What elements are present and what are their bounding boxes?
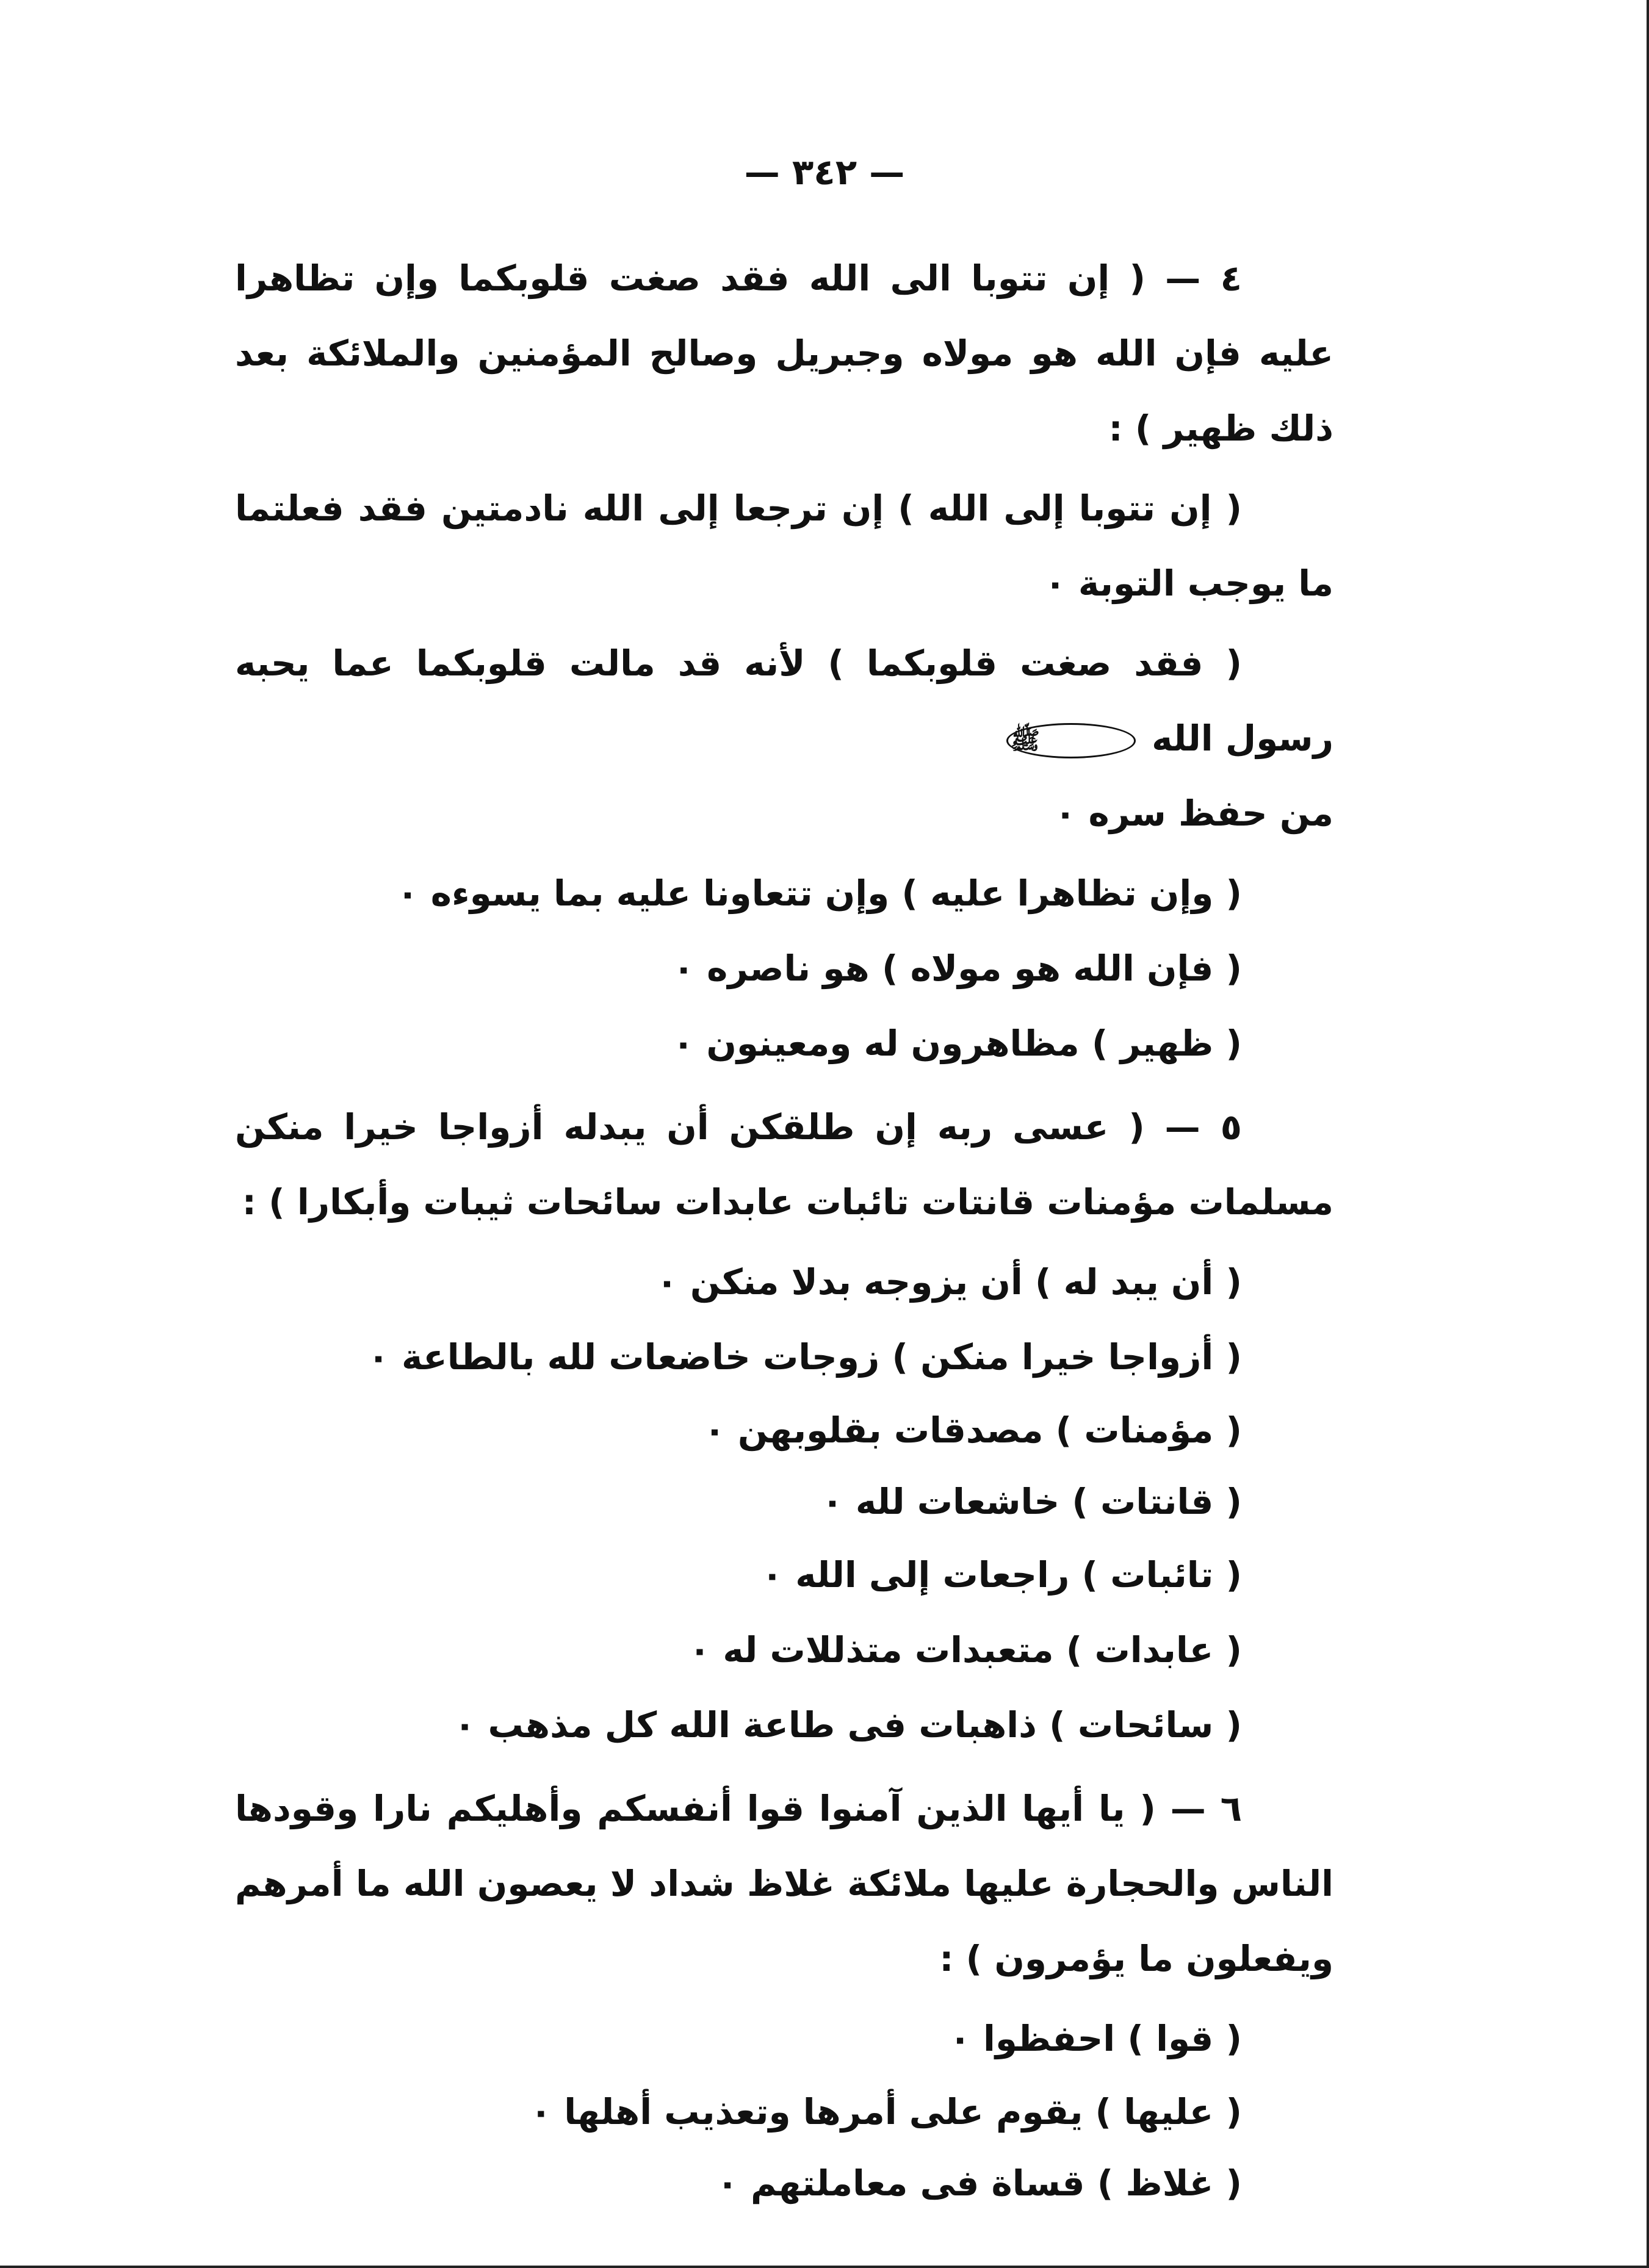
gloss-4-hearts-text: ( فقد صغت قلوبكما ) لأنه قد مالت قلوبكما عما يحبه رسول الله <box>235 643 1333 759</box>
gloss-5-devout: ( قانتات ) خاشعات لله ٠ <box>821 1481 1242 1522</box>
gloss-5-replace: ( أن يبد له ) أن يزوجه بدلا منكن ٠ <box>656 1261 1242 1303</box>
gloss-4-hearts-cont: من حفظ سره ٠ <box>1054 793 1333 834</box>
gloss-6-protect: ( قوا ) احفظوا ٠ <box>949 2018 1242 2059</box>
gloss-4-support: ( وإن تظاهرا عليه ) وإن تتعاونا عليه بما يسوءه ٠ <box>397 873 1242 914</box>
verse-4: ٤ — ( إن تتوبا الى الله فقد صغت قلوبكما وإن تظاهرا عليه فإن الله هو مولاه وجبريل وصالح المؤمنين والملائكة بعد ذلك ظهير ) : <box>235 257 1333 449</box>
honorific-icon: ﷺ <box>1006 723 1136 758</box>
gloss-5-worshippers: ( عابدات ) متعبدات متذللات له ٠ <box>688 1629 1242 1671</box>
gloss-6-over-it: ( عليها ) يقوم على أمرها وتعذيب أهلها ٠ <box>530 2091 1242 2133</box>
gloss-4-protector: ( فإن الله هو مولاه ) هو ناصره ٠ <box>673 948 1242 989</box>
gloss-6-harsh: ( غلاظ ) قساة فى معاملتهم ٠ <box>716 2162 1242 2204</box>
spacer <box>235 1763 1333 1771</box>
verse-5: ٥ — ( عسى ربه إن طلقكن أن يبدله أزواجا خيرا منكن مسلمات مؤمنات قانتات تائبات عابدات سائحات ثيبات وأبكارا ) : <box>235 1106 1333 1223</box>
gloss-4-repentance: ( إن تتوبا إلى الله ) إن ترجعا إلى الله نادمتين فقد فعلتما ما يوجب التوبة ٠ <box>235 488 1333 604</box>
spacer <box>235 1081 1333 1090</box>
gloss-4-helper: ( ظهير ) مظاهرون له ومعينون ٠ <box>672 1023 1242 1064</box>
verse-6: ٦ — ( يا أيها الذين آمنوا قوا أنفسكم وأهليكم نارا وقودها الناس والحجارة عليها ملائكة غلاظ شداد لا يعصون الله ما أمرهم ويفعلون ما يؤمرون ) : <box>235 1788 1333 1979</box>
gloss-5-repentant: ( تائبات ) راجعات إلى الله ٠ <box>761 1554 1242 1596</box>
gloss-5-travellers: ( سائحات ) ذاهبات فى طاعة الله كل مذهب ٠ <box>453 1704 1242 1746</box>
gloss-4-hearts <box>235 626 1333 851</box>
page-body <box>235 241 1333 2219</box>
gloss-5-better-wives: ( أزواجا خيرا منكن ) زوجات خاضعات لله بالطاعة ٠ <box>367 1336 1242 1378</box>
page-number: — ٣٤٢ — <box>744 151 905 193</box>
gloss-5-believers: ( مؤمنات ) مصدقات بقلوبهن ٠ <box>704 1409 1242 1451</box>
